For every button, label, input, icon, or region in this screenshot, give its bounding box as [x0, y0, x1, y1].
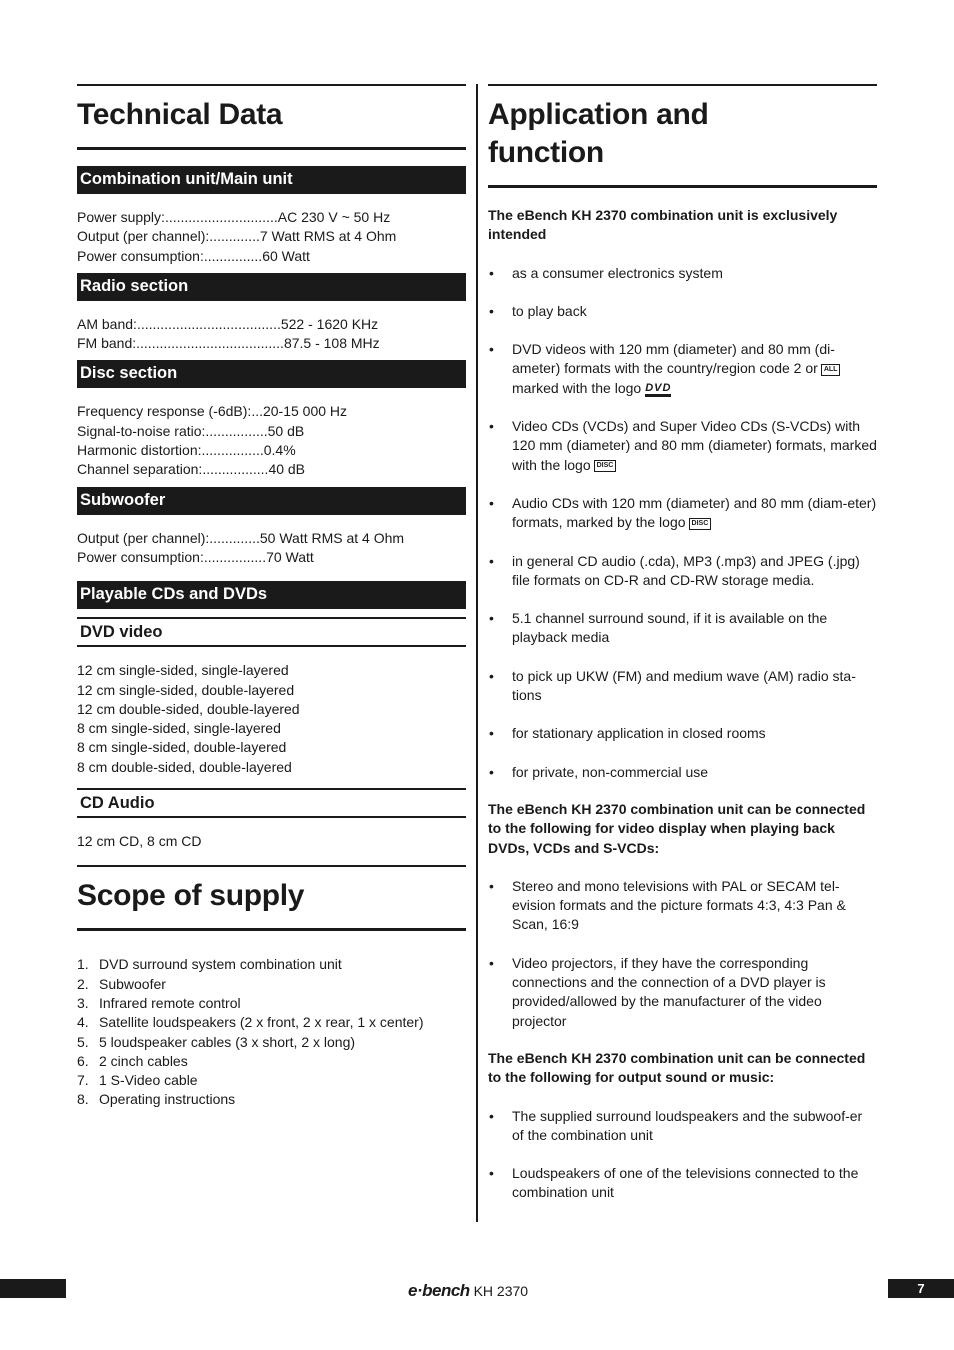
spec-row: FM band: ...................................... 87.5 - 108 MHz: [77, 335, 380, 352]
application-title: Application and function: [488, 84, 877, 188]
scope-of-supply-title: Scope of supply: [77, 865, 466, 931]
technical-data-title: Technical Data: [77, 84, 466, 150]
playable-heading: Playable CDs and DVDs: [77, 581, 466, 609]
footer-bar-left: [0, 1279, 66, 1298]
list-item: • to pick up UKW (FM) and medium wave (AM) radio sta-tions: [489, 667, 856, 704]
spec-row: Power supply: ............................. AC 230 V ~ 50 Hz: [77, 209, 391, 225]
column-divider: [476, 84, 478, 1222]
list-item: • for private, non-commercial use: [489, 763, 709, 780]
radio-specs: [77, 315, 466, 354]
region-all-logo-icon: ALL: [821, 364, 841, 376]
list-item: • for stationary application in closed rooms: [489, 725, 766, 742]
list-item: 3. Infrared remote control: [77, 994, 241, 1011]
cd-formats: [77, 832, 466, 851]
dvd-format-line: 8 cm single-sided, single-layered: [77, 720, 281, 737]
video-cd-logo-icon: DISC: [594, 460, 617, 472]
spec-row: AM band: ..................................... 522 - 1620 KHz: [77, 315, 379, 332]
video-display-list: [488, 877, 877, 1031]
list-item: 5. 5 loudspeaker cables (3 x short, 2 x long): [77, 1033, 356, 1050]
spec-row: Frequency response (-6dB): ... 20-15 000 Hz: [77, 403, 348, 420]
disc-specs: [77, 402, 466, 479]
list-item: • to play back: [489, 302, 587, 319]
list-item: • Loudspeakers of one of the televisions connected to the combination unit: [489, 1165, 859, 1201]
cd-audio-heading: CD Audio: [77, 788, 466, 818]
intended-use-list: [488, 264, 877, 782]
spec-row: Output (per channel): ............. 7 Watt RMS at 4 Ohm: [77, 228, 397, 245]
list-item: • DVD videos with 120 mm (diameter) and 80 mm (di-ameter) formats with the country/region code 2 or ALL marked with the logo DVD: [488, 340, 877, 398]
dvd-video-heading: DVD video: [77, 617, 466, 647]
footer-brand: [408, 1281, 528, 1301]
list-item: 7. 1 S-Video cable: [77, 1072, 198, 1089]
spec-row: Harmonic distortion: ................ 0.4%: [77, 442, 296, 459]
list-item: 4. Satellite loudspeakers (2 x front, 2 x rear, 1 x center): [77, 1014, 424, 1031]
audio-cd-logo-icon: DISC: [689, 518, 712, 530]
dvd-video-logo-icon: DVD: [645, 382, 671, 397]
list-item: 2. Subwoofer: [77, 975, 166, 992]
list-item: • Stereo and mono televisions with PAL or SECAM tel-evision formats and the picture formats 4:3, 4:3 Pan & Scan, 16:9: [489, 877, 846, 933]
main-unit-heading: Combination unit/Main unit: [77, 166, 466, 194]
list-item: • 5.1 channel surround sound, if it is available on the playback media: [489, 610, 828, 646]
ebench-logo: e·bench: [408, 1281, 470, 1300]
dvd-format-line: 8 cm double-sided, double-layered: [77, 758, 292, 775]
list-item: • Video CDs (VCDs) and Super Video CDs (S-VCDs) with 120 mm (diameter) and 80 mm (diameter) formats, marked with the logo DISC: [489, 418, 877, 473]
spec-row: Power consumption: ............... 60 Watt: [77, 247, 310, 264]
cd-format-line: 12 cm CD, 8 cm CD: [77, 833, 202, 850]
list-item: • Audio CDs with 120 mm (diameter) and 80 mm (diam-eter) formats, marked by the logo DISC: [489, 494, 877, 531]
sound-output-list: [488, 1107, 877, 1203]
right-column: [488, 84, 877, 1203]
disc-section-heading: Disc section: [77, 360, 466, 388]
list-item: • Video projectors, if they have the corresponding connections and the connection of a DVD player is provided/allowed by the manufacturer of the video projector: [489, 954, 826, 1029]
model-number: KH 2370: [473, 1283, 529, 1299]
page-number: 7: [888, 1279, 954, 1298]
list-item: 6. 2 cinch cables: [77, 1052, 188, 1069]
dvd-formats-list: [77, 661, 466, 777]
spec-row: Channel separation: ................. 40 dB: [77, 461, 306, 478]
dvd-format-line: 12 cm double-sided, double-layered: [77, 700, 300, 717]
left-column: [77, 84, 466, 1110]
list-item: 1. DVD surround system combination unit: [77, 956, 342, 973]
intended-use-intro: The eBench KH 2370 combination unit is exclusively intended: [488, 207, 838, 243]
list-item: • as a consumer electronics system: [489, 264, 723, 281]
scope-list: [77, 955, 466, 1109]
video-display-intro: The eBench KH 2370 combination unit can be connected to the following for video display when playing back DVDs, VCDs and S-VCDs:: [488, 800, 866, 856]
sound-output-intro: The eBench KH 2370 combination unit can be connected to the following for output sound or music:: [488, 1049, 866, 1086]
spec-row: Output (per channel): ............. 50 Watt RMS at 4 Ohm: [77, 529, 405, 546]
subwoofer-specs: [77, 529, 466, 568]
dvd-format-line: 12 cm single-sided, double-layered: [77, 681, 295, 698]
list-item: • in general CD audio (.cda), MP3 (.mp3) and JPEG (.jpg) file formats on CD-R and CD-RW storage media.: [489, 552, 860, 588]
radio-section-heading: Radio section: [77, 273, 466, 301]
main-unit-specs: [77, 208, 466, 266]
spec-row: Power consumption: ................ 70 Watt: [77, 548, 314, 565]
list-item: 8. Operating instructions: [77, 1091, 236, 1108]
dvd-format-line: 12 cm single-sided, single-layered: [77, 662, 289, 679]
list-item: • The supplied surround loudspeakers and the subwoof-er of the combination unit: [489, 1107, 863, 1143]
dvd-format-line: 8 cm single-sided, double-layered: [77, 739, 287, 756]
subwoofer-heading: Subwoofer: [77, 487, 466, 515]
spec-row: Signal-to-noise ratio: ................ 50 dB: [77, 422, 305, 439]
